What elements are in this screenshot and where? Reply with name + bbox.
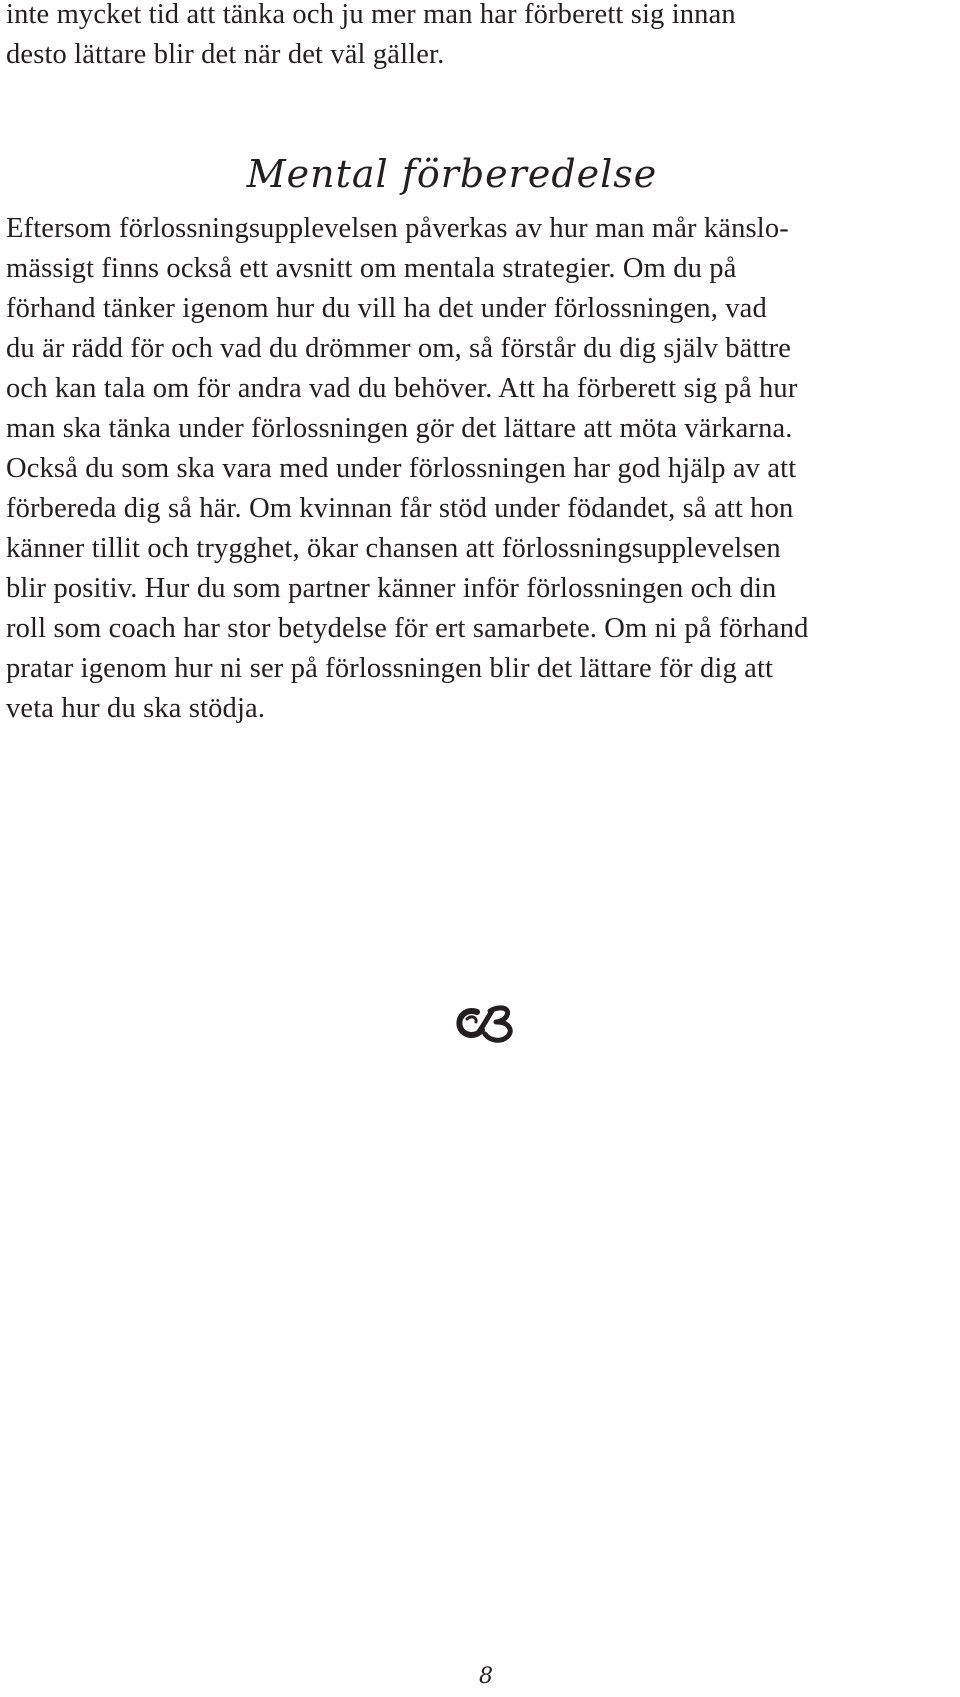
text-line: känner tillit och trygghet, ökar chansen att förlossningsupplevelsen <box>6 533 781 564</box>
text-line: mässigt finns också ett avsnitt om mentala strategier. Om du på <box>6 253 737 284</box>
text-line: Eftersom förlossningsupplevelsen påverkas av hur man mår känslo- <box>6 213 789 244</box>
text-line: man ska tänka under förlossningen gör det lättare att möta värkarna. <box>6 413 793 444</box>
text-line: du är rädd för och vad du drömmer om, så förstår du dig själv bättre <box>6 333 792 364</box>
text-line: förhand tänker igenom hur du vill ha det under förlossningen, vad <box>6 293 767 324</box>
text-line: blir positiv. Hur du som partner känner inför förlossningen och din <box>6 573 777 604</box>
text-line: veta hur du ska stödja. <box>6 693 266 724</box>
text-line: förbereda dig så här. Om kvinnan får stöd under födandet, så att hon <box>6 493 794 524</box>
text-line: desto lättare blir det när det väl gäller. <box>6 39 445 70</box>
page-number: 8 <box>479 1664 493 1689</box>
text-line: inte mycket tid att tänka och ju mer man har förberett sig innan <box>6 0 736 30</box>
text-line: Också du som ska vara med under förlossningen har god hjälp av att <box>6 453 797 484</box>
text-line: och kan tala om för andra vad du behöver. Att ha förberett sig på hur <box>6 373 798 404</box>
section-heading: Mental förberedelse <box>246 152 658 196</box>
text-line: roll som coach har stor betydelse för ert samarbete. Om ni på förhand <box>6 613 809 644</box>
body-paragraph <box>6 209 946 729</box>
intro-paragraph <box>6 0 946 75</box>
section-end-ornament-icon <box>454 1003 516 1043</box>
text-line: pratar igenom hur ni ser på förlossningen blir det lättare för dig att <box>6 653 774 684</box>
